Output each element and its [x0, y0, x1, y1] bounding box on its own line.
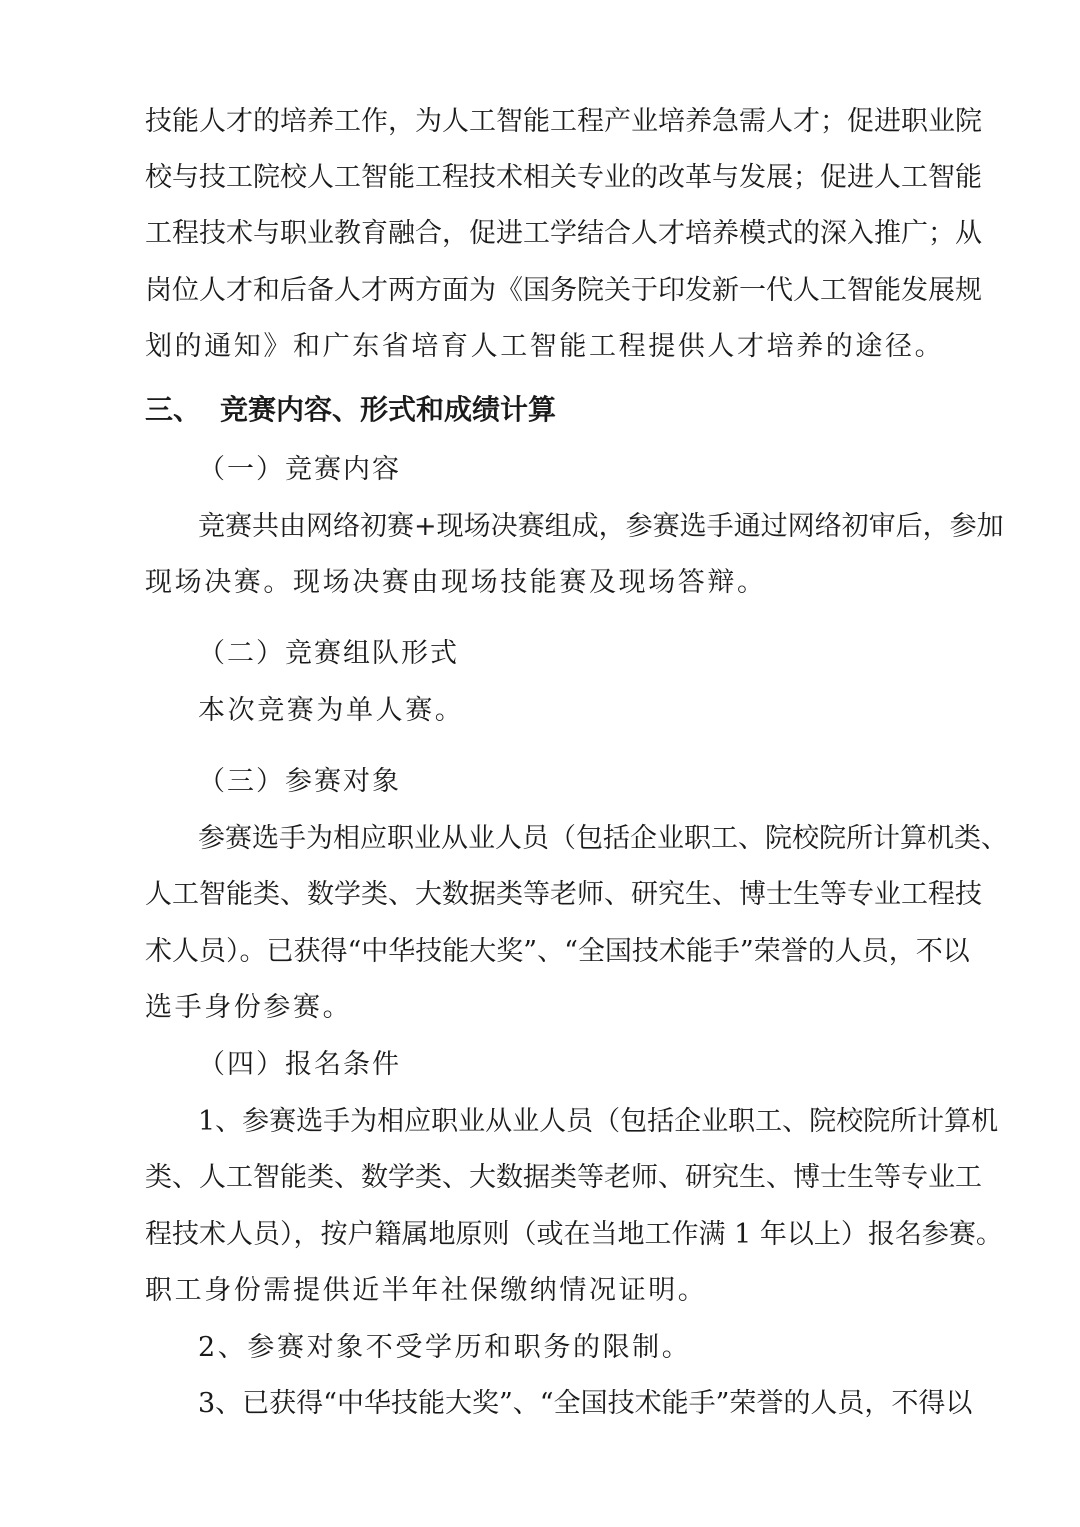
sub4-heading: （四）报名条件: [198, 1049, 401, 1080]
intro-line-2: 校与技工院校人工智能工程技术相关专业的改革与发展；促进人工智能: [145, 162, 982, 193]
sub3-heading: （三）参赛对象: [198, 766, 401, 797]
sub1-line-2: 现场决赛。现场决赛由现场技能赛及现场答辩。: [145, 567, 767, 598]
sub2-heading: （二）竞赛组队形式: [198, 638, 459, 669]
sub4-item1-line-2: 类、人工智能类、数学类、大数据类等老师、研究生、博士生等专业工: [145, 1162, 982, 1193]
sub3-line-1: 参赛选手为相应职业从业人员（包括企业职工、院校院所计算机类、: [198, 823, 1008, 854]
intro-line-1: 技能人才的培养工作，为人工智能工程产业培养急需人才；促进职业院: [145, 106, 982, 137]
section3-title: 竞赛内容、形式和成绩计算: [220, 393, 557, 426]
sub3-line-3: 术人员）。已获得“中华技能大奖”、“全国技术能手”荣誉的人员，不以: [145, 936, 970, 967]
sub4-item1-line-1: 1、参赛选手为相应职业从业人员（包括企业职工、院校院所计算机: [198, 1106, 999, 1137]
sub4-item3: 3、已获得“中华技能大奖”、“全国技术能手”荣誉的人员，不得以: [198, 1388, 973, 1419]
sub2-line-1: 本次竞赛为单人赛。: [198, 695, 465, 726]
sub1-line-1: 竞赛共由网络初赛+现场决赛组成，参赛选手通过网络初审后，参加: [198, 511, 1004, 542]
sub4-item1-line-4: 职工身份需提供近半年社保缴纳情况证明。: [145, 1275, 708, 1306]
sub1-heading: （一）竞赛内容: [198, 454, 401, 485]
sub3-line-2: 人工智能类、数学类、大数据类等老师、研究生、博士生等专业工程技: [145, 879, 982, 910]
section3-heading: [145, 392, 556, 428]
intro-line-5: 划的通知》和广东省培育人工智能工程提供人才培养的途径。: [145, 331, 945, 362]
sub4-item1-line-3: 程技术人员），按户籍属地原则（或在当地工作满 1 年以上）报名参赛。: [145, 1219, 1003, 1250]
sub4-item2: 2、参赛对象不受学历和职务的限制。: [198, 1332, 692, 1363]
intro-line-4: 岗位人才和后备人才两方面为《国务院关于印发新一代人工智能发展规: [145, 275, 982, 306]
section3-number: 三、: [145, 393, 202, 426]
sub3-line-4: 选手身份参赛。: [145, 992, 353, 1023]
intro-line-3: 工程技术与职业教育融合，促进工学结合人才培养模式的深入推广；从: [145, 218, 982, 249]
